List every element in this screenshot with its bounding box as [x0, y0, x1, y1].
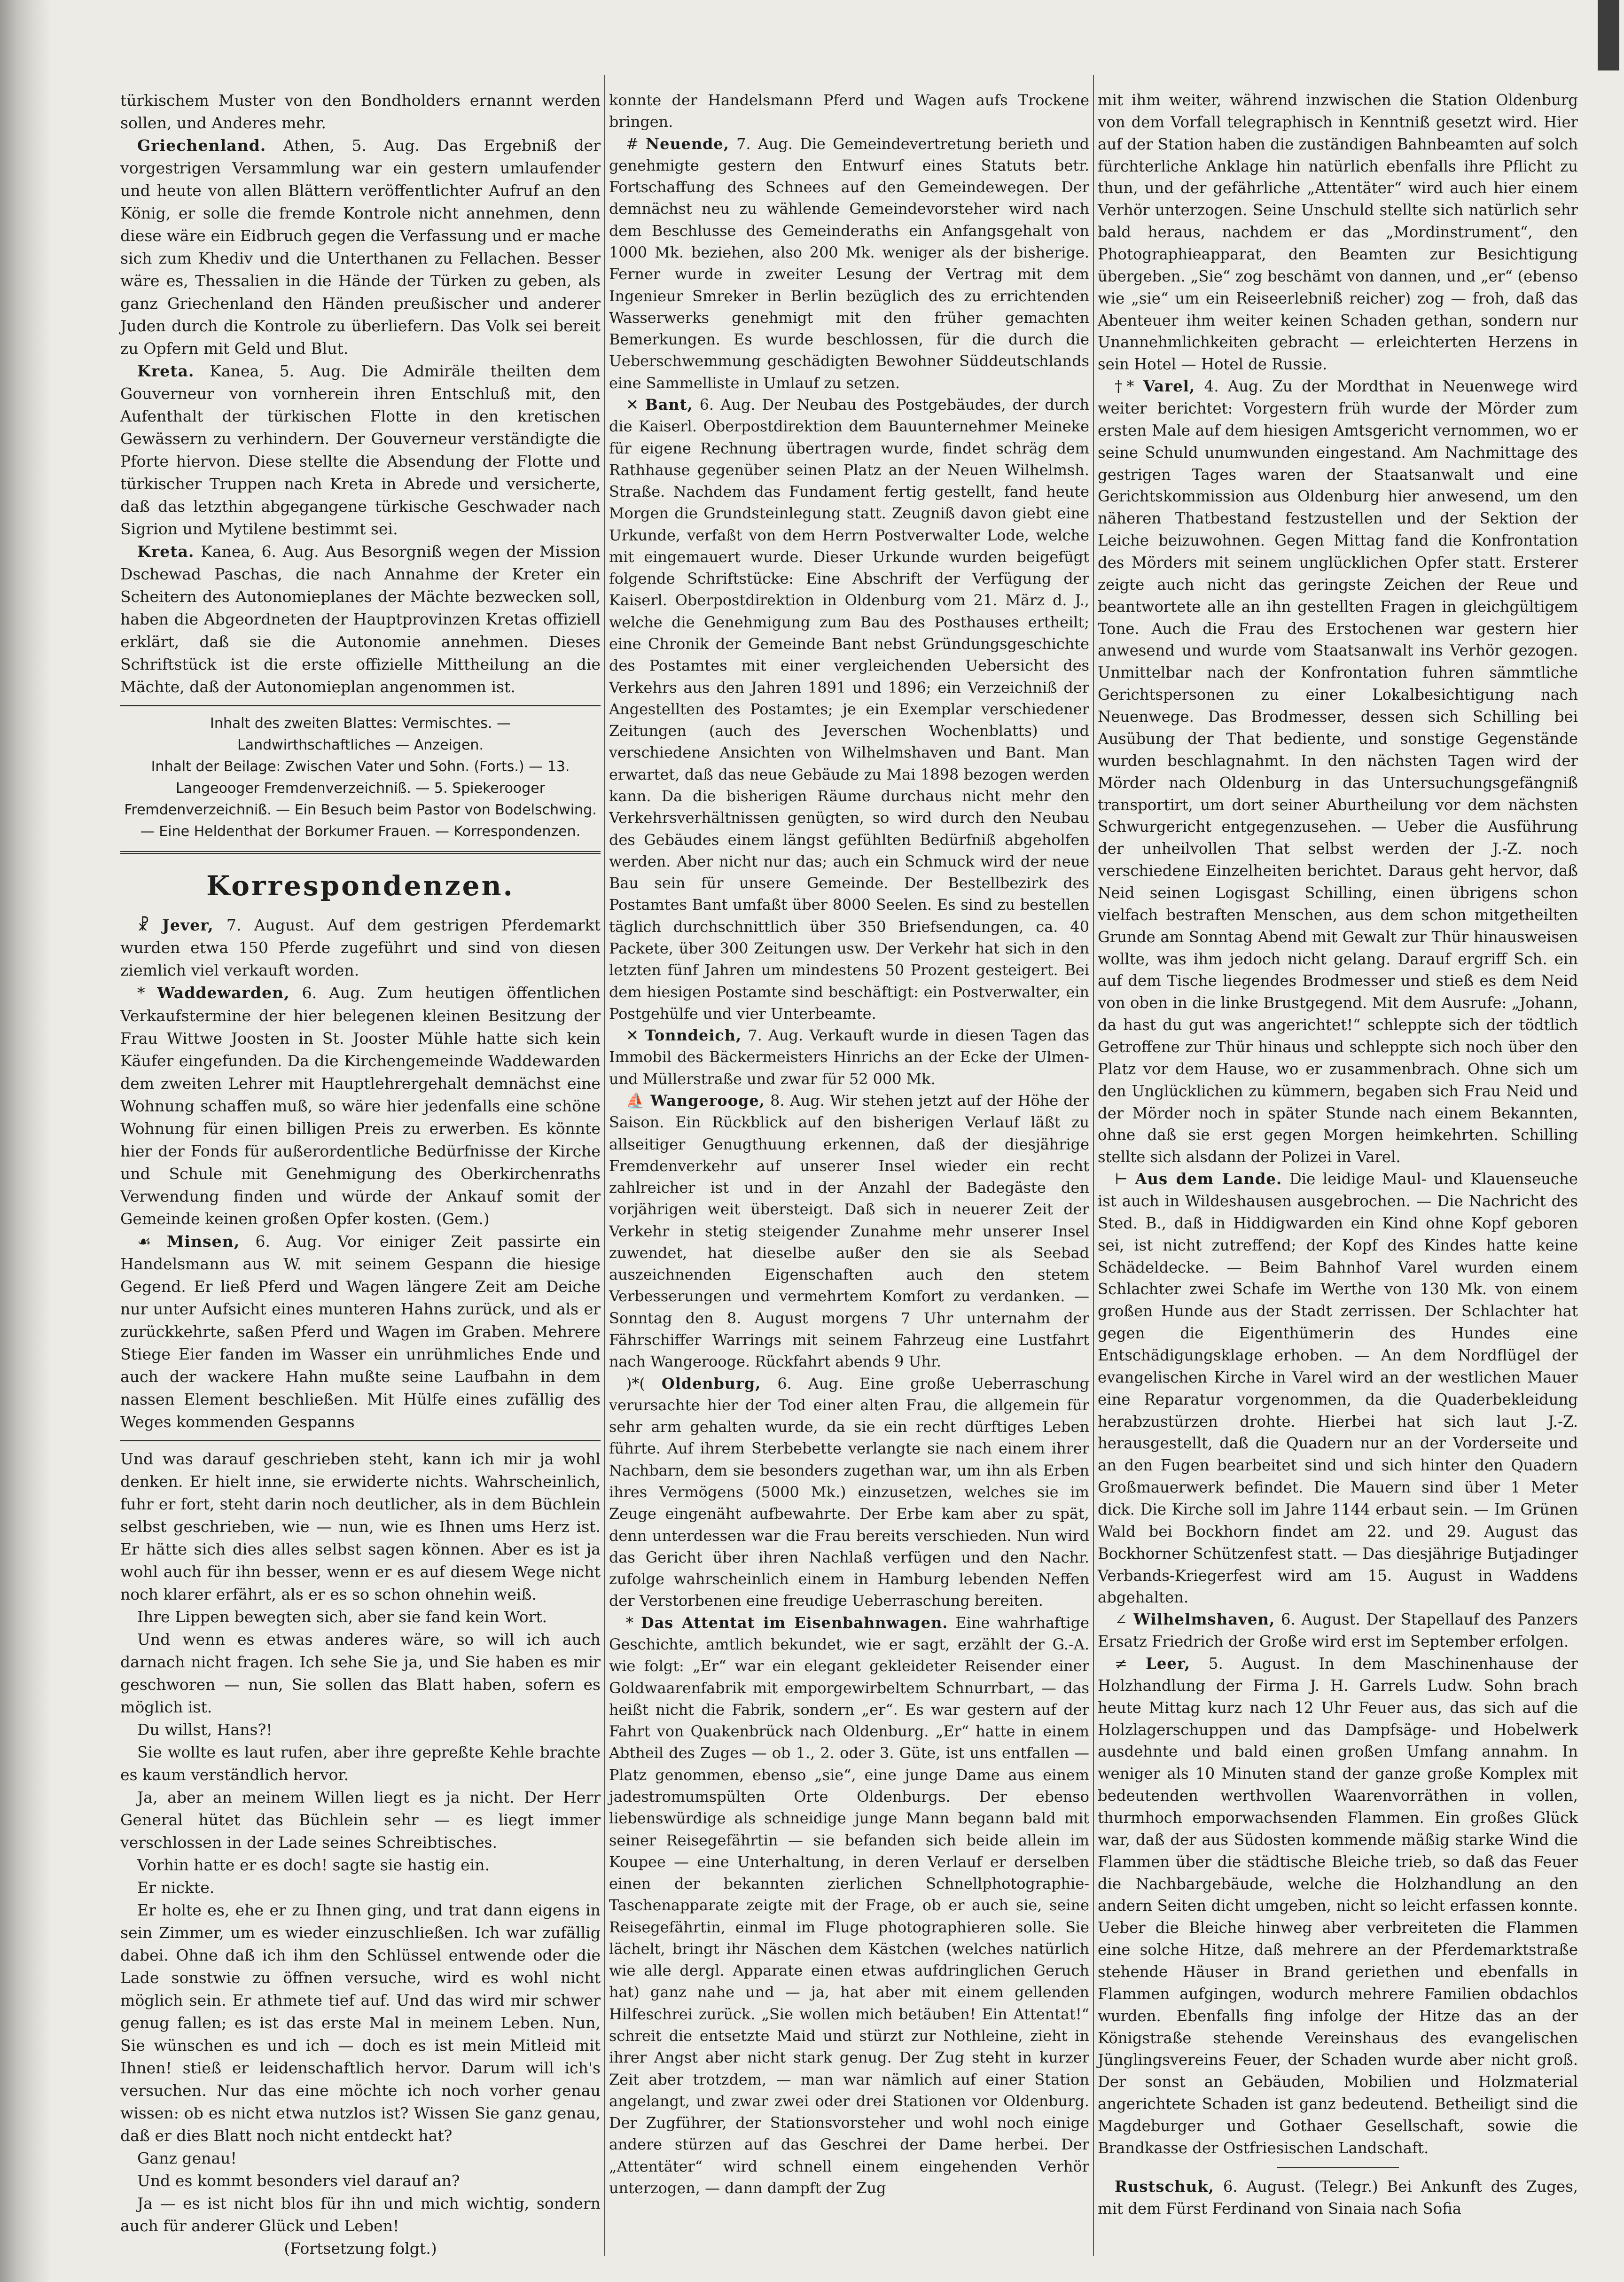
- novel-paragraph: Und wenn es etwas anderes wäre, so will ich auch darnach nicht fragen. Ich sehe Sie ja, und Sie haben es mir geschworen — nun, Sie sollen das Blatt haben, sofern es möglich ist.: [120, 1630, 601, 1716]
- novel-paragraph: Ja, aber an meinem Willen liegt es ja nicht. Der Herr General hütet das Büchlein sehr — es liegt immer verschlossen in der Lade seines Schreibtisches.: [120, 1788, 601, 1852]
- article-heading: Bant,: [645, 395, 693, 414]
- article-heading: Das Attentat im Eisenbahnwagen.: [640, 1613, 948, 1632]
- contents-line: Inhalt der Beilage: Zwischen Vater und Sohn. (Forts.) — 13. Langeooger Fremdenverzeichniß. — 5. Spiekerooger Fremdenverzeichniß. — Ein Besuch beim Pastor von Bodelschwing. — Eine Heldenthat der Borkumer Frauen. — Korrespondenzen.: [124, 758, 597, 840]
- novel-paragraph: Ja — es ist nicht blos für ihn und mich wichtig, sondern auch für anderer Glück und Leben!: [120, 2194, 601, 2235]
- article-heading: Varel,: [1143, 377, 1195, 396]
- article-tonndeich: ✕ Tonndeich, 7. Aug. Verkauft wurde in diesen Tagen das Immobil des Bäckermeisters Hinrichs an der Ecke der Ulmen- und Müllerstraße und zwar für 52 000 Mk.: [609, 1026, 1089, 1088]
- article-heading: Kreta.: [137, 362, 195, 381]
- serial-novel: [120, 1448, 601, 2260]
- article-text: 6. Aug. Der Neubau des Postgebäudes, der durch die Kaiserl. Oberpostdirektion dem Bauunternehmer Meineke für eigene Rechnung übertragen wurde, findet schräg dem Rathhause gegenüber seinen Platz an der Neuen Wilhelmsh. Straße. Nachdem das Fundament fertig gestellt, fand heute Morgen die Grundsteinlegung statt. Zeugniß davon giebt eine Urkunde, verfaßt von dem Herrn Postverwalter Lode, welche mit eingemauert wurde. Dieser Urkunde wurden beigefügt folgende Schriftstücke: Eine Abschrift der Verfügung der Kaiserl. Oberpostdirektion in Oldenburg vom 21. März d. J., welche die Genehmigung zum Bau des Posthauses ertheilt; eine Chronik der Gemeinde Bant nebst Gründungsgeschichte des Postamtes mit einer vergleichenden Uebersicht des Verkehrs aus den Jahren 1891 und 1896; ein Verzeichniß der Angestellten des Postamtes; je ein Exemplar verschiedener Zeitungen (auch des Jeverschen Wochenblatts) und verschiedene Ansichten von Wilhelmshaven und Bant. Man erwartet, daß das neue Gebäude zu Mai 1898 bezogen werden kann. Da die bisherigen Räume durchaus nicht mehr den Verkehrsverhältnissen genügten, so wird durch den Neubau des Gebäudes einem längst gefühlten Bedürfniß abgeholfen werden. Aber nicht nur das; auch ein Schmuck wird der neue Bau sein für unsere Gemeinde. Der Bestellbezirk des Postamtes Bant umfaßt über 8000 Seelen. Es sind zu bestellen täglich durchschnittlich über 350 Briefsendungen, ca. 40 Packete, über 300 Zeitungen usw. Der Verkehr hat sich in den letzten fünf Jahren um mindestens 50 Prozent gesteigert. Bei dem hiesigen Postamte sind beschäftigt: ein Postverwalter, ein Postgehülfe und vier Unterbeamte.: [609, 395, 1090, 1023]
- novel-paragraph: Ihre Lippen bewegten sich, aber sie fand kein Wort.: [137, 1607, 547, 1626]
- novel-paragraph: Er nickte.: [137, 1878, 215, 1897]
- page-corner-mark: [1598, 0, 1619, 70]
- article-text: 7. Aug. Die Gemeindevertretung berieth und genehmigte gestern den Entwurf eines Statuts betr. Fortschaffung des Schnees auf den Gemeindewegen. Der demnächst neu zu wählende Gemeindevorsteher wird nach dem Beschlusse des Gemeinderaths ein Anfangsgehalt von 1000 Mk. beziehen, also 200 Mk. weniger als der bisherige. Ferner wurde in zweiter Lesung der Vertrag mit dem Ingenieur Smreker in Berlin bezüglich des zu errichtenden Wasserwerks genehmigt mit den früher gemachten Bemerkungen. Es wurde beschlossen, für die durch die Ueberschwemmung geschädigten Bewohner Süddeutschlands eine Sammelliste in Umlauf zu setzen.: [609, 134, 1090, 392]
- article-heading: Wangerooge,: [650, 1091, 765, 1110]
- article-heading: Jever,: [162, 916, 214, 935]
- article-leer: ≠ Leer, 5. August. In dem Maschinenhause der Holzhandlung der Firma J. H. Garrels Ludw. Sohn brach heute Mittag kurz nach 12 Uhr Feuer aus, das sich auf die Holzlagerschuppen und das Dampfsäge- und Hobelwerk ausdehnte und bald einen großen Umfang annahm. In weniger als 10 Minuten stand der ganze große Komplex mit bedeutenden werthvollen Waarenvorräthen in vollen, thurmhoch emporwachsenden Flammen. Ein großes Glück war, daß der aus Südosten kommende mäßig starke Wind die Flammen über die städtische Bleiche trieb, so daß das Feuer die Nachbargebäude, welche die Holzhandlung an den andern Seiten dicht umgeben, nicht so leicht erfassen konnte. Ueber die Bleiche hinweg aber verbreiteten die Flammen eine solche Hitze, daß mehrere an der Pferdemarktstraße stehende Häuser in Brand geriethen und ebenfalls in Flammen aufgingen, wodurch mehrere Familien obdachlos wurden. Ebenfalls fing infolge der Hitze das an der Königstraße stehende Vereinshaus des evangelischen Jünglingsvereins Feuer, der Schaden wurde aber nicht groß. Der sonst an Gebäuden, Mobilien und Holzmaterial angerichtete Schaden ist ganz bedeutend. Betheiligt sind die Magdeburger und Gothaer Gesellschaft, sowie die Brandkasse der Ostfriesischen Landschaft.: [1098, 1655, 1578, 2157]
- article-neuende: # Neuende, 7. Aug. Die Gemeindevertretung berieth und genehmigte gestern den Entwurf eines Statuts betr. Fortschaffung des Schnees auf den Gemeindewegen. Der demnächst neu zu wählende Gemeindevorsteher wird nach dem Beschlusse des Gemeinderaths ein Anfangsgehalt von 1000 Mk. beziehen, also 200 Mk. weniger als der bisherige. Ferner wurde in zweiter Lesung der Vertrag mit dem Ingenieur Smreker in Berlin bezüglich des zu errichtenden Wasserwerks genehmigt mit den früher gemachten Bemerkungen. Es wurde beschlossen, für die durch die Ueberschwemmung geschädigten Bewohner Süddeutschlands eine Sammelliste in Umlauf zu setzen.: [609, 134, 1090, 392]
- article-heading: Wilhelmshaven,: [1133, 1610, 1275, 1629]
- article-waddewarden: * Waddewarden, 6. Aug. Zum heutigen öffentlichen Verkaufstermine der hier belegenen kleinen Besitzung der Frau Wittwe Joosten in St. Jooster Mühle hatte sich kein Käufer eingefunden. Da die Kirchengemeinde Waddewarden dem zweiten Lehrer mit Hauptlehrergehalt demnächst eine Wohnung schaffen muß, so wäre hier jedenfalls eine schöne Wohnung für einen billigen Preis zu erwerben. Es könnte hier der Fonds für außerordentliche Bedürfnisse der Kirche und Schule mit Genehmigung des Oberkirchenraths Verwendung finden und würde der Ankauf somit der Gemeinde keinen großen Opfer kosten. (Gem.): [120, 984, 601, 1228]
- contents-line: Inhalt des zweiten Blattes: Vermischtes. —: [210, 715, 511, 732]
- article-rustschuk: [1098, 2176, 1578, 2220]
- article-text: Die leidige Maul- und Klauenseuche ist auch in Wildeshausen ausgebrochen. — Die Nachricht des Sted. B., daß in Hiddigwarden ein Kind ohne Kopf geboren sei, ist nicht zutreffend; der Kopf des Kindes hatte keine Schädeldecke. — Beim Bahnhof Varel wurden einem Schlachter zwei Schafe im Werthe von 130 Mk. von einem großen Hunde aus der Stadt zerrissen. Der Schlachter hat gegen die Eigenthümerin des Hundes eine Entschädigungsklage erhoben. — An dem Nordflügel der evangelischen Kirche in Varel wird an der westlichen Mauer eine Reparatur vorgenommen, da die Quaderbekleidung herabzustürzen drohte. Hierbei hat sich laut J.-Z. herausgestellt, daß die Quadern nur an der Vorderseite und an den Fugen bearbeitet sind und sich hinter den Quadern Großmauerwerk befindet. Die Mauern sind über 1 Meter dick. Die Kirche soll im Jahre 1144 erbaut sein. — Im Grünen Wald bei Bockhorn findet am 22. und 29. August das Bockhorner Schützenfest statt. — Das diesjährige Butjadinger Verbands-Kriegerfest wird am 15. August in Waddens abgehalten.: [1098, 1170, 1578, 1607]
- novel-paragraph: Und es kommt besonders viel darauf an?: [137, 2172, 460, 2190]
- article-heading: Neuende,: [646, 134, 729, 153]
- novel-paragraph: Du willst, Hans?!: [137, 1720, 273, 1739]
- article-text: 6. Aug. Vor einiger Zeit passirte ein Handelsmann aus W. mit seinem Gespann die hiesige Gegend. Er ließ Pferd und Wagen längere Zeit am Deiche nur unter Aufsicht eines munteren Hahns zurück, und als er zurückkehrte, saßen Pferd und Wagen im Graben. Mehrere Stiege Eier fanden im Wasser ein unrühmliches Ende und auch der wackere Hahn mußte seine Laufbahn in dem nassen Element beschließen. Mit Hülfe eines zufällig des Weges kommenden Gespanns: [120, 1232, 601, 1431]
- article-oldenburg: )*( Oldenburg, 6. Aug. Eine große Ueberraschung verursachte hier der Tod einer alten Frau, die allgemein für sehr arm gehalten wurde, da sie ein recht dürftiges Leben führte. Auf ihrem Sterbebette verlangte sie nach einem ihrer Nachbarn, dem sie besonders zugethan war, um ihn als Erben ihres Vermögens (5000 Mk.) einzusetzen, welches sie im Zeuge eingenäht aufbewahrte. Der Erbe kam aber zu spät, denn unterdessen war die Frau bereits verschieden. Nun wird das Gericht über ihren Nachlaß verfügen und den Nachr. zufolge wahrscheinlich einem in Hamburg lebenden Neffen der Verstorbenen eine freudige Ueberraschung bereiten.: [609, 1374, 1089, 1610]
- article-heading: Tonndeich,: [644, 1026, 742, 1045]
- article-kreta-2: [120, 540, 601, 698]
- article-text: Kanea, 5. Aug. Die Admiräle theilten dem Gouverneur von vornherein ihren Entschluß mit, den Aufenthalt der türkischen Flotte in den kretischen Gewässern zu verhindern. Der Gouverneur verständigte die Pforte hiervon. Diese stellte die Absendung der Flotte und türkischer Truppen nach Kreta in Abrede und versicherte, daß das letzthin abgegangene türkische Geschwader nach Sigrion und Mytilene bestimmt sei.: [120, 362, 601, 539]
- article-aus-dem-lande: ⊢ Aus dem Lande. Die leidige Maul- und Klauenseuche ist auch in Wildeshausen ausgebrochen. — Die Nachricht des Sted. B., daß in Hiddigwarden ein Kind ohne Kopf geboren sei, ist nicht zutreffend; der Kopf des Kindes hatte keine Schädeldecke. — Beim Bahnhof Varel wurden einem Schlachter zwei Schafe im Werthe von 130 Mk. von einem großen Hunde aus der Stadt zerrissen. Der Schlachter hat gegen die Eigenthümerin des Hundes eine Entschädigungsklage erhoben. — An dem Nordflügel der evangelischen Kirche in Varel wird an der westlichen Mauer eine Reparatur vorgenommen, da die Quaderbekleidung herabzustürzen drohte. Hierbei hat sich laut J.-Z. herausgestellt, daß die Quadern nur an der Vorderseite und an den Fugen bearbeitet sind und sich hinter den Quadern Großmauerwerk befindet. Die Mauern sind über 1 Meter dick. Die Kirche soll im Jahre 1144 erbaut sein. — Im Grünen Wald bei Bockhorn findet am 22. und 29. August das Bockhorner Schützenfest statt. — Das diesjährige Butjadinger Verbands-Kriegerfest wird am 15. August in Waddens abgehalten.: [1098, 1170, 1578, 1607]
- contents-line: Landwirthschaftliches — Anzeigen.: [237, 737, 484, 754]
- novel-paragraph: Und was darauf geschrieben steht, kann ich mir ja wohl denken. Er hielt inne, sie erwiderte nichts. Wahrscheinlich, fuhr er fort, steht darin noch deutlicher, als in dem Büchlein selbst geschrieben, wie — nun, wie es Ihnen ums Herz ist. Er hätte sich dies alles selbst sagen können. Aber es ist ja wohl auch für ihn besser, wenn er es auf diesem Wege nicht noch klarer erfährt, als er es so schon ohnehin weiß.: [120, 1449, 601, 1603]
- article-minsen: ☙ Minsen, 6. Aug. Vor einiger Zeit passirte ein Handelsmann aus W. mit seinem Gespann die hiesige Gegend. Er ließ Pferd und Wagen längere Zeit am Deiche nur unter Aufsicht eines munteren Hahns zurück, und als er zurückkehrte, saßen Pferd und Wagen im Graben. Mehrere Stiege Eier fanden im Wasser ein unrühmliches Ende und auch der wackere Hahn mußte seine Laufbahn in dem nassen Element beschließen. Mit Hülfe eines zufällig des Weges kommenden Gespanns: [120, 1232, 601, 1431]
- novel-paragraph: Ganz genau!: [137, 2149, 237, 2168]
- article-text: 6. August. Der Stapellauf des Panzers Ersatz Friedrich der Große wird erst im September erfolgen.: [1098, 1610, 1578, 1651]
- paragraph: türkischem Muster von den Bondholders ernannt werden sollen, und Anderes mehr.: [120, 91, 601, 133]
- divider: [120, 851, 601, 854]
- article-text: 6. August. (Telegr.) Bei Ankunft des Zuges, mit dem Fürst Ferdinand von Sinaia nach Sofia: [1098, 2177, 1578, 2218]
- article-text: 8. Aug. Wir stehen jetzt auf der Höhe der Saison. Ein Rückblick auf den bisherigen Verlauf läßt zu allseitiger Genugthuung erkennen, daß der diesjährige Fremdenverkehr auf unserer Insel wieder ein recht zahlreicher ist und in der Anzahl der Badegäste den vorjährigen weit übersteigt. Daß sich in neuerer Zeit der Verkehr in stetig steigender Zunahme mehr unserer Insel zuwendet, hat dieselbe außer den sie als Seebad auszeichnenden Eigenschaften auch den stetem Verbesserungen und vermehrtem Komfort zu verdanken. — Sonntag den 8. August morgens 7 Uhr unternahm der Fährschiffer Warrings mit seinem Fahrzeug eine Lustfahrt nach Wangerooge. Rückfahrt abends 9 Uhr.: [609, 1091, 1089, 1371]
- article-text: Kanea, 6. Aug. Aus Besorgniß wegen der Mission Dschewad Paschas, die nach Annahme der Kreter ein Scheitern des Autonomieplanes der Mächte bezwecken soll, haben die Abgeordneten der Hauptprovinzen Kretas offiziell erklärt, daß sie die Autonomie annehmen. Dieses Schriftstück ist die erste offizielle Mittheilung an die Mächte, daß der Autonomieplan angenommen ist.: [120, 542, 601, 696]
- article-heading: Oldenburg,: [661, 1374, 761, 1392]
- column-1: [120, 89, 601, 2260]
- article-heading: Kreta.: [137, 542, 195, 561]
- column-divider: [604, 75, 605, 2256]
- column-2: [609, 89, 1089, 2199]
- article-wilhelmshaven: ∠ Wilhelmshaven, 6. August. Der Stapellauf des Panzers Ersatz Friedrich der Große wird erst im September erfolgen.: [1098, 1610, 1578, 1651]
- article-text: Athen, 5. Aug. Das Ergebniß der vorgestrigen Versammlung war ein gestern umlaufender und heute von allen Blättern veröffentlichter Aufruf an den König, er solle die fremde Kontrole nicht annehmen, denn diese wäre ein Eidbruch gegen die Verfassung und er mache sich zum Khediv und die Unterthanen zu Fellachen. Besser wäre es, Thessalien in die Hände der Türken zu geben, als ganz Griechenland den Händen preußischer und anderer Juden durch die Kontrole zu überliefern. Das Volk sei bereit zu Opfern mit Geld und Blut.: [120, 136, 601, 358]
- to-be-continued: (Fortsetzung folgt.): [284, 2239, 437, 2258]
- book-binding-edge: [0, 0, 52, 2282]
- article-heading: Griechenland.: [137, 136, 266, 155]
- divider: [1277, 2167, 1399, 2168]
- divider: [120, 1440, 601, 1441]
- article-text: 4. Aug. Zu der Mordthat in Neuenwege wird weiter berichtet: Vorgestern früh wurde der Mörder zum ersten Male auf dem hiesigen Amtsgericht vernommen, wo er seine Schuld unumwunden eingestand. Am Nachmittage des gestrigen Tages waren der Staatsanwalt und eine Gerichtskommission aus Oldenburg hier anwesend, um den näheren Thatbestand festzustellen und der Sektion der Leiche beizuwohnen. Gegen Mittag fand die Konfrontation des Mörders mit seinem unglücklichen Opfer statt. Ersterer zeigte auch nicht das geringste Zeichen der Reue und beantwortete alle an ihn gestellten Fragen in gleichgültigem Tone. Auch die Frau des Erstochenen war gestern hier anwesend und wurde vom Staatsanwalt ins Verhör gezogen. Unmittelbar nach der Konfrontation fuhren sämmtliche Gerichtspersonen zu einer Lokalbesichtigung nach Neuenwege. Das Brodmesser, dessen sich Schilling bei Ausübung der That bediente, und sonstige Gegenstände wurden beschlagnahmt. In den nächsten Tagen wird der Mörder nach Oldenburg in das Untersuchungsgefängniß transportirt, um dort seiner Aburtheilung vor dem nächsten Schwurgericht entgegenzusehen. — Ueber die Ausführung der unheilvollen That selbst werden der J.-Z. noch verschiedene Einzelheiten berichtet. Daraus geht hervor, daß Neid seinen Logisgast Schilling, einen übrigens schon vielfach bestraften Menschen, aus dem schon mitgetheilten Grunde am Sonntag Abend mit Gewalt zur Thür hinausweisen wollte, was ihm jedoch nicht gelang. Darauf ergriff Sch. ein auf dem Tische liegendes Brodmesser und stieß es dem Neid von oben in die linke Brustgegend. Mit dem Ausrufe: „Johann, da hast du gut was angerichtet!“ schleppte sich der tödtlich Getroffene zur Thür hinaus und schleppte sich noch über den Platz vor dem Hause, wo er zusammenbrach. Ohne sich um den Unglücklichen zu kümmern, begaben sich Frau Neid und der Mörder noch in später Stunde nach einem Bekannten, ohne daß sie erst gegen Morgen heimkehrten. Schilling stellte sich alsdann der Polizei in Varel.: [1098, 377, 1578, 1166]
- article-heading: Minsen,: [166, 1232, 240, 1250]
- novel-paragraph: Vorhin hatte er es doch! sagte sie hastig ein.: [137, 1856, 490, 1875]
- column-divider: [1093, 75, 1094, 2256]
- article-heading: Waddewarden,: [157, 984, 290, 1002]
- column-3: [1098, 89, 1578, 2220]
- article-heading: Leer,: [1146, 1655, 1190, 1673]
- article-attentat: * Das Attentat im Eisenbahnwagen. Eine wahrhaftige Geschichte, amtlich bekundet, wie er sagt, erzählt der G.-A. wie folgt: „Er“ war ein elegant gekleideter Reisender einer Goldwaarenfabrik mit emporgewirbeltem Schnurrbart, — das heißt nicht die Fabrik, sondern „er“. Es war gestern auf der Fahrt von Quakenbrück nach Oldenburg. „Er“ hatte in einem Abtheil des Zuges — ob 1., 2. oder 3. Güte, ist uns entfallen — Platz genommen, ebenso „sie“, eine junge Dame aus einem jadestromumspülten Orte Oldenburgs. Der ebenso liebenswürdige als schneidige junge Mann begann bald mit seiner Reisegefährtin — sie befanden sich beide allein im Koupee — eine Unterhaltung, in deren Verlauf er derselben einen der bekannten zierlichen Schnellphotographie-Taschenapparate zeigte mit der Frage, ob er auch sie, seine Reisegefährtin, einmal im Fluge photographieren solle. Sie lächelt, bringt ihr Näschen dem Kästchen (welches natürlich wie alle dergl. Apparate einen etwas aufdringlichen Geruch hat) ganz nahe und — ja, hat aber mit einem gellenden Hilfeschrei zurück. „Sie wollen mich betäuben! Ein Attentat!“ schreit die entsetzte Maid und stürzt zur Nothleine, zieht in ihrer Angst aber nicht stark genug. Der Zug steht in kurzer Zeit aber trotzdem, — man war nämlich auf einer Station angelangt, und zwar zwei oder drei Stationen vor Oldenburg. Der Zugführer, der Stationsvorsteher und wohl noch einige andere stürzen auf das Geschrei der Dame herbei. Der „Attentäter“ wird schnell einem eingehenden Verhör unterzogen, — dann dampft der Zug: [609, 1613, 1089, 2197]
- article-text: 7. Aug. Verkauft wurde in diesen Tagen das Immobil des Bäckermeisters Hinrichs an der Ecke der Ulmen- und Müllerstraße und zwar für 52 000 Mk.: [609, 1026, 1089, 1088]
- paragraph: mit ihm weiter, während inzwischen die Station Oldenburg von dem Vorfall telegraphisch in Kenntniß gesetzt wird. Hier auf der Station haben die zuständigen Bahnbeamten auf solch fürchterliche Anklage hin natürlich ebenfalls ihre Pflicht zu thun, und der gefährliche „Attentäter“ wird auch hier einem Verhör unterzogen. Seine Unschuld stellte sich natürlich sehr bald heraus, nachdem er das „Mordinstrument“, den Photographieapparat, den Beamten zur Besichtigung übergeben. „Sie“ zog beschämt von dannen, und „er“ (ebenso wie „sie“ um ein Reiseerlebniß reicher) zog — froh, daß das Abenteuer ihm weiter keinen Schaden gethan, sondern nur Unannehmlichkeiten gebracht — erleichterten Herzens in sein Hotel — Hotel de Russie.: [1098, 91, 1578, 374]
- contents-notice: [120, 713, 601, 843]
- article-varel: †* Varel, 4. Aug. Zu der Mordthat in Neuenwege wird weiter berichtet: Vorgestern früh wurde der Mörder zum ersten Male auf dem hiesigen Amtsgericht vernommen, wo er seine Schuld unumwunden eingestand. Am Nachmittage des gestrigen Tages waren der Staatsanwalt und eine Gerichtskommission aus Oldenburg hier anwesend, um den näheren Thatbestand festzustellen und der Sektion der Leiche beizuwohnen. Gegen Mittag fand die Konfrontation des Mörders mit seinem unglücklichen Opfer statt. Ersterer zeigte auch nicht das geringste Zeichen der Reue und beantwortete alle an ihn gestellten Fragen in gleichgültigem Tone. Auch die Frau des Erstochenen war gestern hier anwesend und wurde vom Staatsanwalt ins Verhör gezogen. Unmittelbar nach der Konfrontation fuhren sämmtliche Gerichtspersonen zu einer Lokalbesichtigung nach Neuenwege. Das Brodmesser, dessen sich Schilling bei Ausübung der That bediente, und sonstige Gegenstände wurden beschlagnahmt. In den nächsten Tagen wird der Mörder nach Oldenburg in das Untersuchungsgefängniß transportirt, um dort seiner Aburtheilung vor dem nächsten Schwurgericht entgegenzusehen. — Ueber die Ausführung der unheilvollen That selbst werden der J.-Z. noch verschiedene Einzelheiten berichtet. Daraus geht hervor, daß Neid seinen Logisgast Schilling, einen übrigens schon vielfach bestraften Menschen, aus dem schon mitgetheilten Grunde am Sonntag Abend mit Gewalt zur Thür hinausweisen wollte, was ihm jedoch nicht gelang. Darauf ergriff Sch. ein auf dem Tische liegendes Brodmesser und stieß es dem Neid von oben in die linke Brustgegend. Mit dem Ausrufe: „Johann, da hast du gut was angerichtet!“ schleppte sich der tödtlich Getroffene zur Thür hinaus und schleppte sich noch über den Platz vor dem Hause, wo er zusammenbrach. Ohne sich um den Unglücklichen zu kümmern, begaben sich Frau Neid und der Mörder noch in später Stunde nach einem Bekannten, ohne daß sie erst gegen Morgen heimkehrten. Schilling stellte sich alsdann der Polizei in Varel.: [1098, 377, 1578, 1166]
- article-text: 5. August. In dem Maschinenhause der Holzhandlung der Firma J. H. Garrels Ludw. Sohn brach heute Mittag kurz nach 12 Uhr Feuer aus, das sich auf die Holzlagerschuppen und das Dampfsäge- und Hobelwerk ausdehnte und bald einen großen Umfang annahm. In weniger als 10 Minuten stand der ganze große Komplex mit bedeutenden werthvollen Waarenvorräthen in vollen, thurmhoch emporwachsenden Flammen. Ein großes Glück war, daß der aus Südosten kommende mäßig starke Wind die Flammen über die städtische Bleiche trieb, so daß das Feuer die Nachbargebäude, welche die Holzhandlung an den andern Seiten dicht umgeben, nicht so leicht erfassen konnte. Ueber die Bleiche hinweg aber verbreiteten die Flammen eine solche Hitze, daß mehrere an der Pferdemarktstraße stehende Häuser in Brand geriethen und ebenfalls in Flammen aufgingen, wodurch mehrere Familien obdachlos wurden. Ebenfalls fing infolge der Hitze das an der Königstraße stehende Vereinshaus des evangelischen Jünglingsvereins Feuer, der Schaden wurde aber nicht groß. Der sonst an Gebäuden, Mobilien und Holzmaterial angerichtete Schaden ist ganz bedeutend. Betheiligt sind die Magdeburger und Gothaer Gesellschaft, sowie die Brandkasse der Ostfriesischen Landschaft.: [1098, 1655, 1578, 2157]
- article-bant: ✕ Bant, 6. Aug. Der Neubau des Postgebäudes, der durch die Kaiserl. Oberpostdirektion dem Bauunternehmer Meineke für eigene Rechnung übertragen wurde, findet schräg dem Rathhause gegenüber seinen Platz an der Neuen Wilhelmsh. Straße. Nachdem das Fundament fertig gestellt, fand heute Morgen die Grundsteinlegung statt. Zeugniß davon giebt eine Urkunde, verfaßt von dem Herrn Postverwalter Lode, welche mit eingemauert wurde. Dieser Urkunde wurden beigefügt folgende Schriftstücke: Eine Abschrift der Verfügung der Kaiserl. Oberpostdirektion in Oldenburg vom 21. März d. J., welche die Genehmigung zum Bau des Posthauses ertheilt; eine Chronik der Gemeinde Bant nebst Gründungsgeschichte des Postamtes mit einer vergleichenden Uebersicht des Verkehrs aus den Jahren 1891 und 1896; ein Verzeichniß der Angestellten des Postamtes; je ein Exemplar verschiedener Zeitungen (auch des Jeverschen Wochenblatts) und verschiedene Ansichten von Wilhelmshaven und Bant. Man erwartet, daß das neue Gebäude zu Mai 1898 bezogen werden kann. Da die bisherigen Räume durchaus nicht mehr den Verkehrsverhältnissen genügten, so wird durch den Neubau des Gebäudes einem längst gefühlten Bedürfniß abgeholfen werden. Aber nicht nur das; auch ein Schmuck wird der neue Bau sein für unsere Gemeinde. Der Bestellbezirk des Postamtes Bant umfaßt über 8000 Seelen. Es sind zu bestellen täglich durchschnittlich über 350 Briefsendungen, ca. 40 Packete, über 300 Zeitungen usw. Der Verkehr hat sich in den letzten fünf Jahren um mindestens 50 Prozent gesteigert. Bei dem hiesigen Postamte sind beschäftigt: ein Postverwalter, ein Postgehülfe und vier Unterbeamte.: [609, 395, 1090, 1023]
- novel-paragraph: Sie wollte es laut rufen, aber ihre gepreßte Kehle brachte es kaum verständlich hervor.: [120, 1743, 601, 1784]
- article-griechenland: [120, 134, 601, 360]
- article-wangerooge: ⛵ Wangerooge, 8. Aug. Wir stehen jetzt auf der Höhe der Saison. Ein Rückblick auf den bisherigen Verlauf läßt zu allseitiger Genugthuung erkennen, daß der diesjährige Fremdenverkehr auf unserer Insel wieder ein recht zahlreicher ist und in der Anzahl der Badegäste den vorjährigen weit übersteigt. Daß sich in neuerer Zeit der Verkehr in stetig steigender Zunahme mehr unserer Insel zuwendet, hat dieselbe außer den sie als Seebad auszeichnenden Eigenschaften auch den stetem Verbesserungen und vermehrtem Komfort zu verdanken. — Sonntag den 8. August morgens 7 Uhr unternahm der Fährschiffer Warrings mit seinem Fahrzeug eine Lustfahrt nach Wangerooge. Rückfahrt abends 9 Uhr.: [609, 1091, 1089, 1371]
- article-text: Eine wahrhaftige Geschichte, amtlich bekundet, wie er sagt, erzählt der G.-A. wie folgt: „Er“ war ein elegant gekleideter Reisender einer Goldwaarenfabrik mit emporgewirbeltem Schnurrbart, — das heißt nicht die Fabrik, sondern „er“. Es war gestern auf der Fahrt von Quakenbrück nach Oldenburg. „Er“ hatte in einem Abtheil des Zuges — ob 1., 2. oder 3. Güte, ist uns entfallen — Platz genommen, ebenso „sie“, eine junge Dame aus einem jadestromumspülten Orte Oldenburgs. Der ebenso liebenswürdige als schneidige junge Mann begann bald mit seiner Reisegefährtin — sie befanden sich beide allein im Koupee — eine Unterhaltung, in deren Verlauf er derselben einen der bekannten zierlichen Schnellphotographie-Taschenapparate zeigte mit der Frage, ob er auch sie, seine Reisegefährtin, einmal im Fluge photographieren solle. Sie lächelt, bringt ihr Näschen dem Kästchen (welches natürlich wie alle dergl. Apparate einen etwas aufdringlichen Geruch hat) ganz nahe und — ja, hat aber mit einem gellenden Hilfeschrei zurück. „Sie wollen mich betäuben! Ein Attentat!“ schreit die entsetzte Maid und stürzt zur Nothleine, zieht in ihrer Angst aber nicht stark genug. Der Zug steht in kurzer Zeit aber trotzdem, — man war nämlich auf einer Station angelangt, und zwar zwei oder drei Stationen vor Oldenburg. Der Zugführer, der Stationsvorsteher und wohl noch einige andere stürzen auf das Geschrei der Dame herbei. Der „Attentäter“ wird schnell einem eingehenden Verhör unterzogen, — dann dampft der Zug: [609, 1613, 1089, 2197]
- article-heading: Rustschuk,: [1115, 2177, 1214, 2196]
- article-text: 6. Aug. Zum heutigen öffentlichen Verkaufstermine der hier belegenen kleinen Besitzung der Frau Wittwe Joosten in St. Jooster Mühle hatte sich kein Käufer eingefunden. Da die Kirchengemeinde Waddewarden dem zweiten Lehrer mit Hauptlehrergehalt demnächst eine Wohnung schaffen muß, so wäre hier jedenfalls eine schöne Wohnung für einen billigen Preis zu erwerben. Es könnte hier der Fonds für außerordentliche Bedürfnisse der Kirche und Schule mit Genehmigung des Oberkirchenraths Verwendung finden und würde der Ankauf somit der Gemeinde keinen großen Opfer kosten. (Gem.): [120, 984, 601, 1228]
- paragraph: konnte der Handelsmann Pferd und Wagen aufs Trockene bringen.: [609, 91, 1089, 131]
- section-heading: Korrespondenzen.: [206, 870, 515, 902]
- article-jever: ☧ Jever, 7. August. Auf dem gestrigen Pferdemarkt wurden etwa 150 Pferde zugeführt und sind von diesen ziemlich viel verkauft worden.: [120, 916, 601, 980]
- article-kreta-1: [120, 360, 601, 540]
- divider: [120, 705, 601, 706]
- article-text: 6. Aug. Eine große Ueberraschung verursachte hier der Tod einer alten Frau, die allgemein für sehr arm gehalten wurde, da sie ein recht dürftiges Leben führte. Auf ihrem Sterbebette verlangte sie nach einem ihrer Nachbarn, dem sie besonders zugethan war, um ihn als Erben ihres Vermögens (5000 Mk.) einzusetzen, welches sie im Zeuge eingenäht aufbewahrte. Der Erbe kam aber zu spät, denn unterdessen war die Frau bereits verschieden. Nun wird das Gericht über ihren Nachlaß verfügen und den Nachr. zufolge wahrscheinlich einem in Hamburg lebenden Neffen der Verstorbenen eine freudige Ueberraschung bereiten.: [609, 1374, 1089, 1610]
- article-text: 7. August. Auf dem gestrigen Pferdemarkt wurden etwa 150 Pferde zugeführt und sind von diesen ziemlich viel verkauft worden.: [120, 916, 601, 980]
- article-heading: Aus dem Lande.: [1135, 1170, 1282, 1188]
- novel-paragraph: Er holte es, ehe er zu Ihnen ging, und trat dann eigens in sein Zimmer, um es wieder einzuschließen. Ich war zufällig dabei. Ohne daß ich ihm den Schlüssel entwende oder die Lade sonstwie zu öffnen versuche, wird es wohl nicht möglich sein. Er athmete tief auf. Und das wird mir schwer genug fallen; es ist das erste Mal in meinem Leben. Nun, Sie wünschen es und ich — doch es ist mein Mitleid mit Ihnen! stieß er leidenschaftlich hervor. Darum will ich's versuchen. Nur das eine möchte ich noch vorher genau wissen: ob es nicht etwa nutzlos ist? Wissen Sie ganz genau, daß er dies Blatt noch nicht entdeckt hat?: [120, 1901, 601, 2145]
